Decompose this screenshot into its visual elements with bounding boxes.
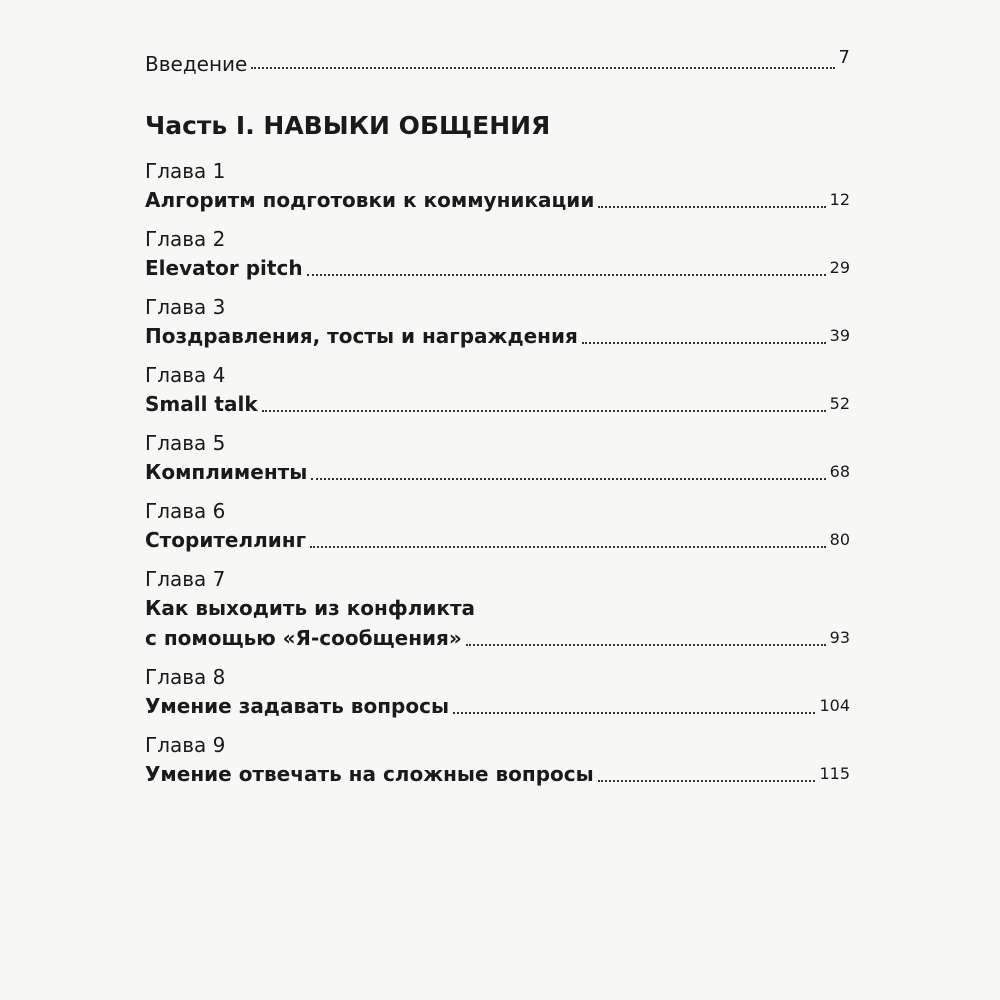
toc-chapter-1 [145,157,850,215]
toc-page-number: 39 [829,326,850,345]
chapter-label: Глава 7 [145,567,226,591]
chapter-title-line-1: Как выходить из конфликта [145,596,476,620]
toc-chapter-5 [145,429,850,487]
dot-leader [453,712,815,714]
toc-chapter-8 [145,663,850,721]
dot-leader [311,478,825,480]
chapter-title: Elevator pitch [145,256,303,280]
toc-entry-title: Введение [145,52,248,76]
toc-page-number: 52 [829,394,850,413]
toc-chapter-2 [145,225,850,283]
chapter-title: Алгоритм подготовки к коммуникации [145,188,595,212]
toc-page-number: 68 [829,462,850,481]
toc-chapter-4 [145,361,850,419]
chapter-title: Поздравления, тосты и награждения [145,324,578,348]
toc-page-number: 93 [829,628,850,647]
toc-page-number: 80 [829,530,850,549]
toc-chapter-3 [145,293,850,351]
chapter-label: Глава 4 [145,363,226,387]
dot-leader [598,206,825,208]
chapter-label: Глава 5 [145,431,226,455]
chapter-title: Комплименты [145,460,308,484]
chapter-label: Глава 3 [145,295,226,319]
toc-page-number: 7 [838,47,850,68]
toc-page-number: 104 [819,696,850,715]
dot-leader [310,546,826,548]
chapter-title: Умение отвечать на сложные вопросы [145,762,594,786]
dot-leader [307,274,826,276]
chapter-label: Глава 9 [145,733,226,757]
toc-chapter-7 [145,565,850,653]
chapter-label: Глава 8 [145,665,226,689]
chapter-title-line-2: с помощью «Я-сообщения» [145,626,462,650]
dot-leader [262,410,826,412]
toc-chapter-6 [145,497,850,555]
table-of-contents [145,40,850,789]
dot-leader [582,342,826,344]
toc-page-number: 12 [829,190,850,209]
toc-chapter-9 [145,731,850,789]
part-title: Часть I. НАВЫКИ ОБЩЕНИЯ [145,111,551,140]
dot-leader [251,67,834,69]
dot-leader [598,780,816,782]
dot-leader [466,644,826,646]
chapter-label: Глава 6 [145,499,226,523]
chapter-title: Small talk [145,392,258,416]
toc-page-number: 115 [819,764,850,783]
chapter-label: Глава 1 [145,159,226,183]
toc-page-number: 29 [829,258,850,277]
toc-entry-intro [145,40,850,76]
chapter-title: Сторителлинг [145,528,307,552]
chapter-title: Умение задавать вопросы [145,694,450,718]
chapter-label: Глава 2 [145,227,226,251]
